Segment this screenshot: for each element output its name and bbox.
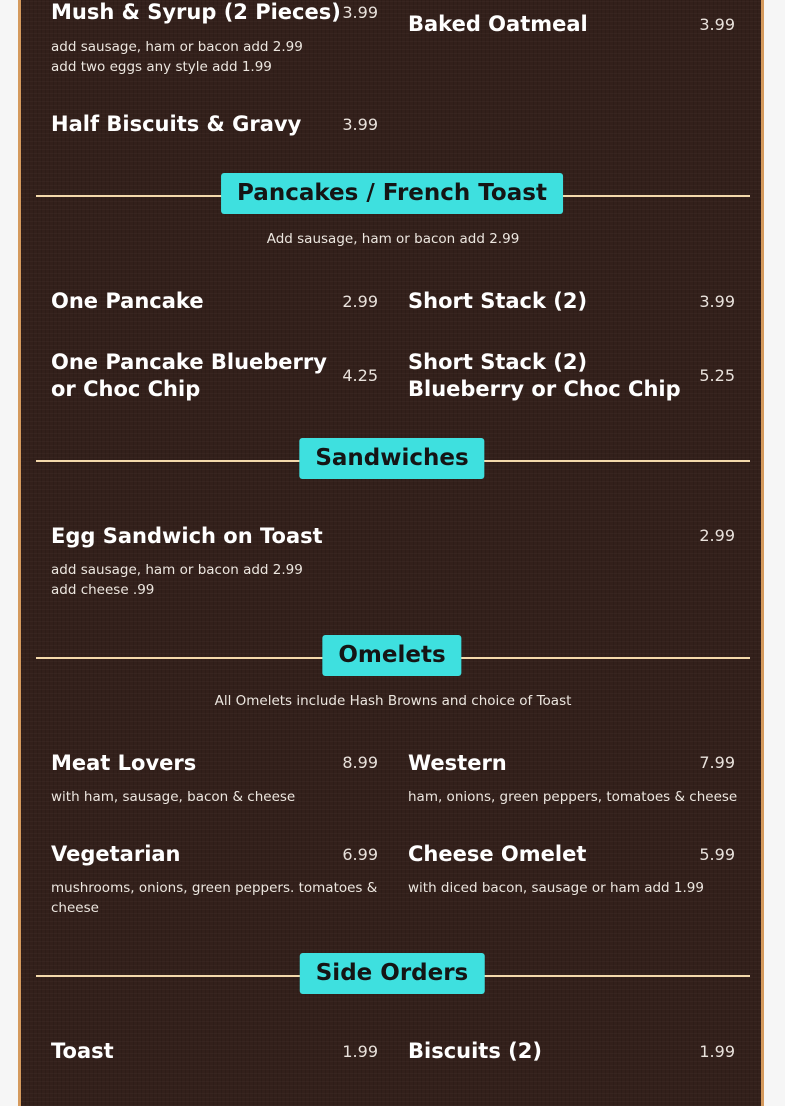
menu-item-description: mushrooms, onions, green peppers. tomatoes & cheese [51,880,378,916]
menu-item-name: Cheese Omelet [408,842,587,866]
menu-item-price: 3.99 [699,15,735,34]
menu-board [18,0,764,1106]
menu-item-name: Short Stack (2) Blueberry or Choc Chip [408,350,681,401]
menu-item-price: 2.99 [342,292,378,311]
section-note: Add sausage, ham or bacon add 2.99 [266,231,520,247]
menu-item-name: Mush & Syrup (2 Pieces) [51,0,341,24]
menu-item-price: 4.25 [342,366,378,385]
menu-item-name: Toast [51,1039,114,1063]
menu-item-name: Biscuits (2) [408,1039,542,1063]
section-title-sandwiches: Sandwiches [299,438,484,479]
menu-item-price: 1.99 [699,1042,735,1061]
menu-item-name: Half Biscuits & Gravy [51,112,302,136]
section-title-omelets: Omelets [322,635,461,676]
menu-item-price: 7.99 [699,753,735,772]
section-note: All Omelets include Hash Browns and choice of Toast [214,693,572,709]
menu-item-description: ham, onions, green peppers, tomatoes & cheese [408,789,738,805]
menu-item-price: 5.25 [699,366,735,385]
menu-item-name: Egg Sandwich on Toast [51,524,323,548]
menu-item-name: One Pancake Blueberry or Choc Chip [51,350,327,401]
menu-item-price: 6.99 [342,845,378,864]
section-title-side-orders: Side Orders [300,953,485,994]
menu-item-price: 3.99 [342,3,378,22]
menu-item-description: with ham, sausage, bacon & cheese [51,789,296,805]
menu-item-price: 2.99 [699,526,735,545]
menu-item-name: Western [408,751,507,775]
menu-item-price: 3.99 [342,115,378,134]
menu-item-name: Baked Oatmeal [408,12,588,36]
menu-item-price: 3.99 [699,292,735,311]
menu-item-price: 8.99 [342,753,378,772]
menu-item-name: Meat Lovers [51,751,197,775]
menu-item-name: One Pancake [51,289,204,313]
menu-item-description: add sausage, ham or bacon add 2.99 add two eggs any style add 1.99 [51,39,303,75]
menu-item-price: 5.99 [699,845,735,864]
section-title-pancakes: Pancakes / French Toast [221,173,563,214]
menu-item-name: Short Stack (2) [408,289,588,313]
menu-item-price: 1.99 [342,1042,378,1061]
menu-item-name: Vegetarian [51,842,181,866]
menu-item-description: with diced bacon, sausage or ham add 1.99 [408,880,704,896]
menu-item-description: add sausage, ham or bacon add 2.99 add cheese .99 [51,562,303,598]
